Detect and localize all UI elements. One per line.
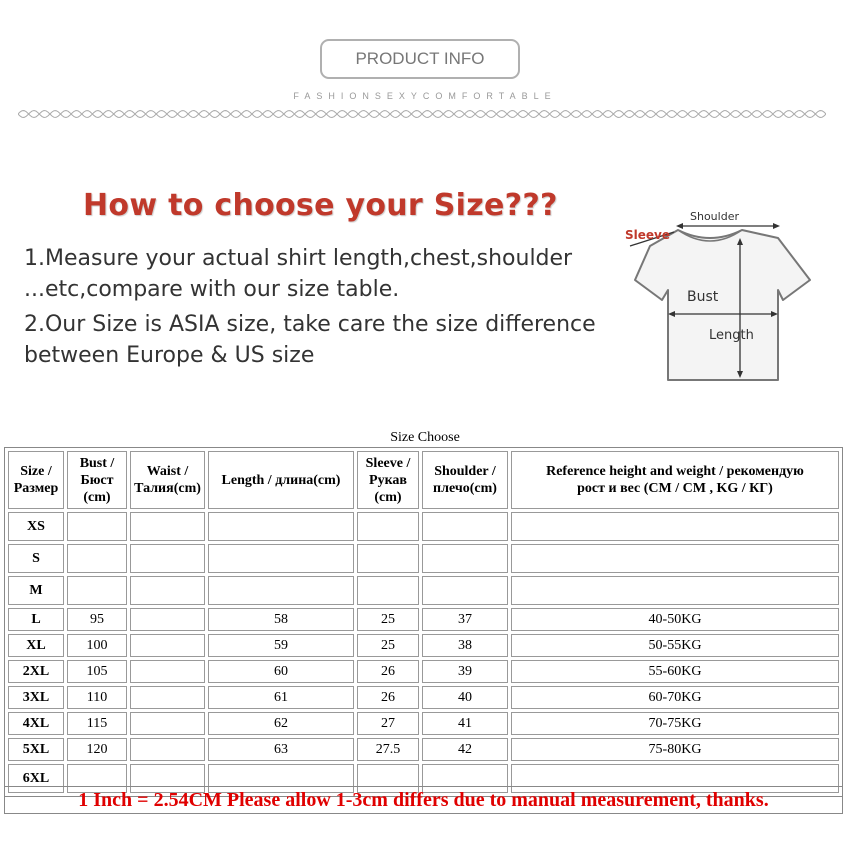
length-cell: 58 bbox=[208, 608, 354, 631]
size-row-xl bbox=[8, 634, 839, 657]
waist-cell bbox=[130, 576, 205, 605]
bust-cell: 105 bbox=[67, 660, 127, 683]
header-shoulder-line: плечо(cm) bbox=[433, 481, 497, 496]
bust-cell bbox=[67, 576, 127, 605]
shoulder-cell bbox=[422, 576, 508, 605]
shoulder-cell: 37 bbox=[422, 608, 508, 631]
size-row-l bbox=[8, 608, 839, 631]
length-cell: 61 bbox=[208, 686, 354, 709]
product-info-label: PRODUCT INFO bbox=[355, 49, 485, 68]
header-reference bbox=[511, 451, 839, 509]
reference-cell: 55-60KG bbox=[511, 660, 839, 683]
size-cell: XS bbox=[8, 512, 64, 541]
size-cell: S bbox=[8, 544, 64, 573]
measurement-notice: 1 Inch = 2.54CM Please allow 1-3cm differs due to manual measurement, thanks. bbox=[4, 786, 843, 814]
bust-cell: 100 bbox=[67, 634, 127, 657]
reference-cell: 50-55KG bbox=[511, 634, 839, 657]
header-size bbox=[8, 451, 64, 509]
product-info-badge bbox=[320, 39, 520, 79]
sleeve-cell: 25 bbox=[357, 608, 419, 631]
reference-cell: 40-50KG bbox=[511, 608, 839, 631]
size-row-xs bbox=[8, 512, 839, 541]
header-bust bbox=[67, 451, 127, 509]
header-size-line: Размер bbox=[13, 481, 59, 496]
shoulder-cell: 40 bbox=[422, 686, 508, 709]
size-cell: M bbox=[8, 576, 64, 605]
reference-cell bbox=[511, 512, 839, 541]
bust-cell: 95 bbox=[67, 608, 127, 631]
size-row-2xl bbox=[8, 660, 839, 683]
size-row-s bbox=[8, 544, 839, 573]
shoulder-cell: 41 bbox=[422, 712, 508, 735]
size-row-3xl bbox=[8, 686, 839, 709]
length-label: Length bbox=[709, 328, 754, 343]
instruction-step1-line1: 1.Measure your actual shirt length,chest,shoulder bbox=[24, 246, 573, 271]
reference-cell: 75-80KG bbox=[511, 738, 839, 761]
waist-cell bbox=[130, 712, 205, 735]
size-guide-headline: How to choose your Size??? bbox=[83, 188, 558, 223]
bust-cell: 110 bbox=[67, 686, 127, 709]
header-sleeve bbox=[357, 451, 419, 509]
reference-cell: 60-70KG bbox=[511, 686, 839, 709]
shoulder-cell: 42 bbox=[422, 738, 508, 761]
header-shoulder bbox=[422, 451, 508, 509]
waist-cell bbox=[130, 660, 205, 683]
waist-cell bbox=[130, 544, 205, 573]
decorative-wave-divider bbox=[18, 108, 826, 120]
bust-cell: 115 bbox=[67, 712, 127, 735]
header-bust-line: Bust / bbox=[79, 455, 115, 471]
bust-label: Bust bbox=[687, 289, 719, 305]
size-cell: 5XL bbox=[8, 738, 64, 761]
header-bust-line: (cm) bbox=[83, 489, 111, 505]
size-cell: XL bbox=[8, 634, 64, 657]
header-length-line: Length / длина(cm) bbox=[221, 472, 341, 488]
length-cell: 59 bbox=[208, 634, 354, 657]
header-sleeve-line: (cm) bbox=[374, 489, 402, 505]
length-cell bbox=[208, 576, 354, 605]
header-waist-line: Waist / bbox=[146, 464, 189, 479]
length-cell bbox=[208, 512, 354, 541]
bust-cell: 120 bbox=[67, 738, 127, 761]
bust-cell bbox=[67, 544, 127, 573]
waist-cell bbox=[130, 608, 205, 631]
length-cell: 63 bbox=[208, 738, 354, 761]
shoulder-cell: 39 bbox=[422, 660, 508, 683]
instruction-step2-line1: 2.Our Size is ASIA size, take care the size difference bbox=[24, 312, 596, 337]
size-row-5xl bbox=[8, 738, 839, 761]
bust-cell bbox=[67, 512, 127, 541]
reference-cell: 70-75KG bbox=[511, 712, 839, 735]
tshirt-measurement-diagram bbox=[620, 208, 820, 388]
tshirt-outline bbox=[635, 230, 810, 380]
sleeve-cell bbox=[357, 512, 419, 541]
sleeve-cell: 27 bbox=[357, 712, 419, 735]
length-cell bbox=[208, 544, 354, 573]
waist-cell bbox=[130, 686, 205, 709]
sleeve-cell: 26 bbox=[357, 660, 419, 683]
length-cell: 62 bbox=[208, 712, 354, 735]
size-cell: 3XL bbox=[8, 686, 64, 709]
length-cell: 60 bbox=[208, 660, 354, 683]
size-cell: 6XL bbox=[8, 764, 64, 793]
sleeve-cell bbox=[357, 544, 419, 573]
sleeve-cell: 26 bbox=[357, 686, 419, 709]
size-cell: L bbox=[8, 608, 64, 631]
instruction-step1-line2: ...etc,compare with our size table. bbox=[24, 277, 400, 302]
reference-cell bbox=[511, 544, 839, 573]
header-size-line: Size / bbox=[20, 464, 52, 479]
header-waist-line: Талия(cm) bbox=[134, 481, 201, 496]
waist-cell bbox=[130, 738, 205, 761]
header-length bbox=[208, 451, 354, 509]
waist-cell bbox=[130, 634, 205, 657]
size-chart-table bbox=[4, 447, 843, 797]
waist-cell bbox=[130, 512, 205, 541]
header-waist bbox=[130, 451, 205, 509]
shoulder-cell bbox=[422, 512, 508, 541]
brand-tagline: FASHIONSEXYCOMFORTABLE bbox=[293, 91, 557, 101]
size-table-caption: Size Choose bbox=[390, 430, 460, 445]
shoulder-label: Shoulder bbox=[690, 210, 739, 223]
instruction-step2-line2: between Europe & US size bbox=[24, 343, 315, 368]
reference-cell bbox=[511, 576, 839, 605]
sleeve-cell: 25 bbox=[357, 634, 419, 657]
shoulder-cell: 38 bbox=[422, 634, 508, 657]
sleeve-cell bbox=[357, 576, 419, 605]
sleeve-cell: 27.5 bbox=[357, 738, 419, 761]
header-reference-line: Reference height and weight / рекомендую bbox=[546, 464, 804, 479]
sleeve-label: Sleeve bbox=[625, 228, 670, 242]
size-row-4xl bbox=[8, 712, 839, 735]
size-cell: 4XL bbox=[8, 712, 64, 735]
header-sleeve-line: Рукав bbox=[369, 472, 407, 488]
size-cell: 2XL bbox=[8, 660, 64, 683]
header-sleeve-line: Sleeve / bbox=[365, 455, 411, 471]
header-bust-line: Бюст bbox=[80, 472, 114, 488]
size-row-m bbox=[8, 576, 839, 605]
header-reference-line: рост и вес (CM / CM , KG / КГ) bbox=[577, 481, 773, 496]
header-shoulder-line: Shoulder / bbox=[434, 464, 496, 479]
shoulder-cell bbox=[422, 544, 508, 573]
